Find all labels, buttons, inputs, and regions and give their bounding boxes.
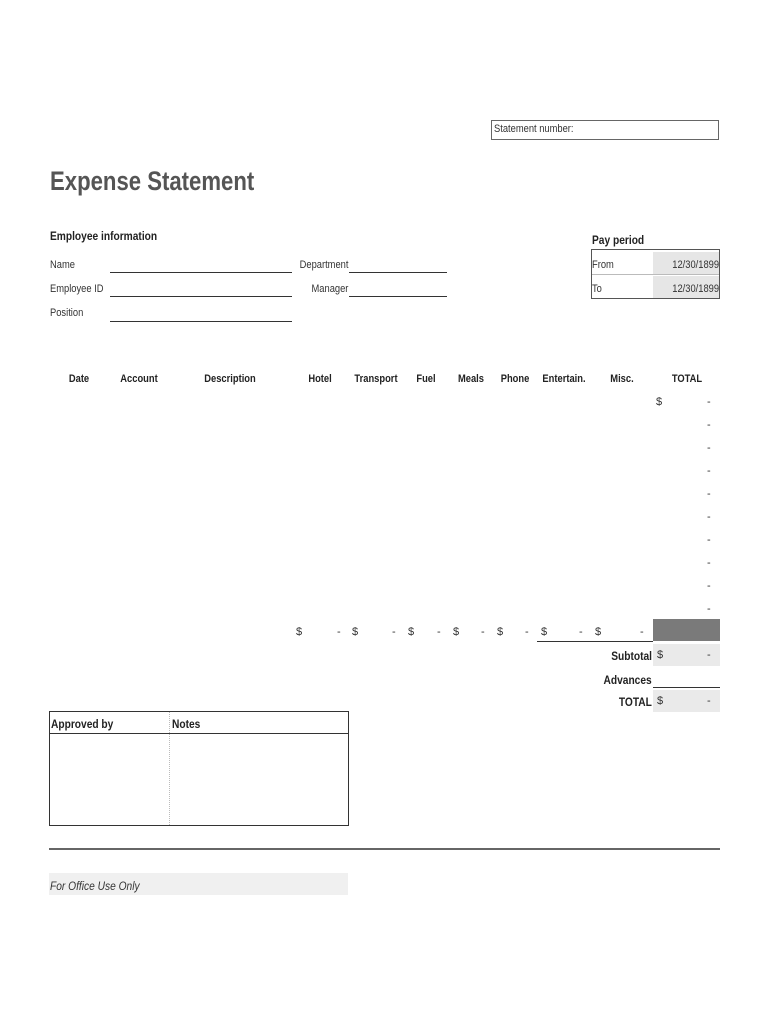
meals-total-currency: $ [453,626,460,638]
col-header-total: TOTAL [671,373,703,385]
department-field[interactable] [349,272,447,273]
office-use-label: For Office Use Only [50,879,140,893]
misc-total: - [640,626,644,638]
fuel-total-currency: $ [408,626,415,638]
row-total: - [707,442,711,454]
name-label: Name [50,259,75,271]
misc-total-currency: $ [595,626,602,638]
section-divider [49,848,720,850]
employee-id-field[interactable] [110,296,292,297]
row-total: - [707,465,711,477]
col-header-phone: Phone [500,373,530,385]
row-total: - [707,419,711,431]
entertain-total-currency: $ [541,626,548,638]
advances-field[interactable] [653,687,720,688]
notes-field[interactable] [170,733,348,825]
manager-field[interactable] [349,296,447,297]
col-header-misc: Misc. [610,373,634,385]
employee-info-heading: Employee information [50,229,158,243]
totals-divider [537,641,653,642]
row-total: - [707,603,711,615]
row-total: - [707,534,711,546]
approved-by-label: Approved by [51,717,114,731]
advances-label: Advances [603,673,652,687]
hotel-total: - [337,626,341,638]
manager-label: Manager [311,283,348,295]
department-label: Department [299,259,348,271]
name-field[interactable] [110,272,292,273]
statement-number-label: Statement number: [494,123,574,135]
total-currency: $ [657,695,664,707]
row-total: - [707,511,711,523]
notes-label: Notes [172,717,201,731]
col-header-entertain: Entertain. [542,373,586,385]
to-label: To [592,283,602,295]
col-header-date: Date [68,373,90,385]
hotel-total-currency: $ [296,626,303,638]
subtotal-value: - [707,649,711,661]
from-value: 12/30/1899 [672,259,719,271]
meals-total: - [481,626,485,638]
total-value: - [707,695,711,707]
subtotal-label: Subtotal [611,649,652,663]
subtotal-currency: $ [657,649,664,661]
phone-total-currency: $ [497,626,504,638]
row-total: - [707,488,711,500]
col-header-hotel: Hotel [308,373,332,385]
from-label: From [592,259,614,271]
to-value: 12/30/1899 [672,283,719,295]
transport-total-currency: $ [352,626,359,638]
total-label: TOTAL [618,695,652,709]
row-total: - [707,396,711,408]
pay-period-heading: Pay period [592,233,645,247]
transport-total: - [392,626,396,638]
entertain-total: - [579,626,583,638]
approved-by-field[interactable] [50,733,168,825]
employee-id-label: Employee ID [50,283,104,295]
col-header-description: Description [204,373,256,385]
col-header-meals: Meals [457,373,484,385]
page-title: Expense Statement [50,166,255,196]
col-header-fuel: Fuel [416,373,436,385]
position-label: Position [50,307,84,319]
row-total-currency: $ [656,396,663,408]
position-field[interactable] [110,321,292,322]
row-total: - [707,557,711,569]
row-total: - [707,580,711,592]
col-header-transport: Transport [354,373,398,385]
fuel-total: - [437,626,441,638]
grand-total-cell [653,619,720,641]
phone-total: - [525,626,529,638]
col-header-account: Account [120,373,158,385]
